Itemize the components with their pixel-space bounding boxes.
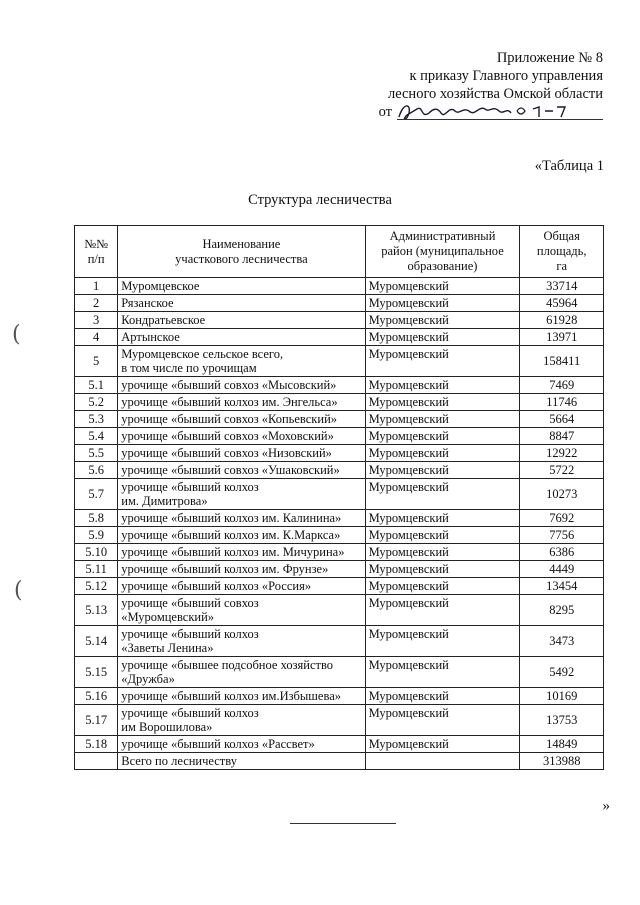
row-area: 13753 — [520, 705, 604, 736]
row-area: 7469 — [520, 377, 604, 394]
table-row — [75, 510, 604, 527]
row-district: Муромцевский — [365, 561, 520, 578]
row-number: 5.3 — [75, 411, 118, 428]
row-number: 1 — [75, 278, 118, 295]
row-name: урочище «бывший колхоз им. К.Маркса» — [118, 527, 365, 544]
row-district: Муромцевский — [365, 312, 520, 329]
issuing-authority: лесного хозяйства Омской области — [387, 86, 603, 102]
date-underline — [397, 119, 603, 120]
row-number: 5.15 — [75, 657, 118, 688]
row-number: 5.13 — [75, 595, 118, 626]
table-row — [75, 561, 604, 578]
row-name: урочище «бывший колхоз им.Избышева» — [118, 688, 365, 705]
row-area: 8295 — [520, 595, 604, 626]
row-district: Муромцевский — [365, 544, 520, 561]
margin-hole-mark-bottom: ( — [14, 578, 23, 603]
table-row — [75, 445, 604, 462]
table-row — [75, 688, 604, 705]
row-name: Кондратьевское — [118, 312, 365, 329]
row-area: 45964 — [520, 295, 604, 312]
date-prefix: от — [378, 104, 392, 120]
row-number: 5.10 — [75, 544, 118, 561]
row-area: 4449 — [520, 561, 604, 578]
row-name: урочище «бывший колхоз «Россия» — [118, 578, 365, 595]
row-district: Муромцевский — [365, 578, 520, 595]
row-district: Муромцевский — [365, 462, 520, 479]
row-district: Муромцевский — [365, 411, 520, 428]
row-district: Муромцевский — [365, 736, 520, 753]
row-name: урочище «бывший совхоз «Мысовский» — [118, 377, 365, 394]
row-name: урочище «бывший колхоз им. Димитрова» — [118, 479, 365, 510]
row-number: 5.9 — [75, 527, 118, 544]
row-district: Муромцевский — [365, 626, 520, 657]
table-row — [75, 411, 604, 428]
row-area: 5492 — [520, 657, 604, 688]
row-area: 14849 — [520, 736, 604, 753]
row-name: урочище «бывший колхоз им. Фрунзе» — [118, 561, 365, 578]
table-row — [75, 278, 604, 295]
row-district: Муромцевский — [365, 428, 520, 445]
row-area: 7692 — [520, 510, 604, 527]
row-district: Муромцевский — [365, 278, 520, 295]
column-header-district: Административный район (муниципальное образование) — [365, 226, 520, 278]
row-name: урочище «бывшее подсобное хозяйство «Дружба» — [118, 657, 365, 688]
table-row — [75, 377, 604, 394]
row-name: Муромцевское — [118, 278, 365, 295]
row-name: урочище «бывший совхоз «Копьевский» — [118, 411, 365, 428]
forestry-structure-table — [74, 225, 604, 770]
row-area: 33714 — [520, 278, 604, 295]
row-district: Муромцевский — [365, 295, 520, 312]
row-area: 3473 — [520, 626, 604, 657]
row-area: 61928 — [520, 312, 604, 329]
total-district — [365, 753, 520, 770]
row-name: Рязанское — [118, 295, 365, 312]
total-area: 313988 — [520, 753, 604, 770]
table-row — [75, 657, 604, 688]
page-title: Структура лесничества — [248, 192, 392, 208]
column-header-name: Наименование участкового лесничества — [118, 226, 365, 278]
row-name: урочище «бывший колхоз им. Энгельса» — [118, 394, 365, 411]
column-header-area: Общая площадь, га — [520, 226, 604, 278]
row-number: 5.1 — [75, 377, 118, 394]
row-district: Муромцевский — [365, 479, 520, 510]
table-row — [75, 428, 604, 445]
table-row — [75, 295, 604, 312]
row-area: 13971 — [520, 329, 604, 346]
row-district: Муромцевский — [365, 329, 520, 346]
closing-quote: » — [602, 798, 610, 814]
row-name: урочище «бывший колхоз «Заветы Ленина» — [118, 626, 365, 657]
row-area: 12922 — [520, 445, 604, 462]
row-number: 5.17 — [75, 705, 118, 736]
row-area: 10169 — [520, 688, 604, 705]
row-name: Артынское — [118, 329, 365, 346]
row-district: Муромцевский — [365, 346, 520, 377]
row-area: 11746 — [520, 394, 604, 411]
row-number: 5.2 — [75, 394, 118, 411]
row-name: урочище «бывший колхоз им. Калинина» — [118, 510, 365, 527]
row-number: 5.11 — [75, 561, 118, 578]
margin-hole-mark-top: ( — [12, 322, 21, 347]
row-number: 5.6 — [75, 462, 118, 479]
row-number: 5 — [75, 346, 118, 377]
total-number — [75, 753, 118, 770]
row-number: 5.7 — [75, 479, 118, 510]
row-area: 10273 — [520, 479, 604, 510]
row-area: 13454 — [520, 578, 604, 595]
row-number: 5.14 — [75, 626, 118, 657]
table-row — [75, 346, 604, 377]
row-area: 5664 — [520, 411, 604, 428]
row-district: Муромцевский — [365, 688, 520, 705]
row-name: урочище «бывший совхоз «Низовский» — [118, 445, 365, 462]
table-row — [75, 527, 604, 544]
row-number: 4 — [75, 329, 118, 346]
row-number: 5.18 — [75, 736, 118, 753]
row-name: урочище «бывший совхоз «Муромцевский» — [118, 595, 365, 626]
document-header — [378, 49, 603, 123]
table-total-row — [75, 753, 604, 770]
row-district: Муромцевский — [365, 595, 520, 626]
row-district: Муромцевский — [365, 657, 520, 688]
row-district: Муромцевский — [365, 705, 520, 736]
row-area: 8847 — [520, 428, 604, 445]
bottom-divider — [290, 823, 396, 824]
total-label: Всего по лесничеству — [118, 753, 365, 770]
handwritten-date-signature — [393, 99, 573, 125]
row-name: урочище «бывший совхоз «Моховский» — [118, 428, 365, 445]
row-area: 158411 — [520, 346, 604, 377]
table-row — [75, 462, 604, 479]
table-row — [75, 544, 604, 561]
row-name: урочище «бывший колхоз им Ворошилова» — [118, 705, 365, 736]
row-district: Муромцевский — [365, 394, 520, 411]
row-name: урочище «бывший совхоз «Ушаковский» — [118, 462, 365, 479]
order-date-line — [378, 103, 603, 123]
row-number: 5.8 — [75, 510, 118, 527]
row-name: Муромцевское сельское всего, в том числе по урочищам — [118, 346, 365, 377]
row-number: 5.5 — [75, 445, 118, 462]
table-row — [75, 578, 604, 595]
table-row — [75, 329, 604, 346]
table-row — [75, 736, 604, 753]
row-area: 7756 — [520, 527, 604, 544]
row-district: Муромцевский — [365, 527, 520, 544]
row-district: Муромцевский — [365, 445, 520, 462]
order-reference: к приказу Главного управления — [409, 68, 603, 84]
row-name: урочище «бывший колхоз «Рассвет» — [118, 736, 365, 753]
row-area: 5722 — [520, 462, 604, 479]
row-number: 5.16 — [75, 688, 118, 705]
column-header-number: №№ п/п — [75, 226, 118, 278]
table-row — [75, 626, 604, 657]
row-number: 5.4 — [75, 428, 118, 445]
row-area: 6386 — [520, 544, 604, 561]
row-number: 5.12 — [75, 578, 118, 595]
row-number: 2 — [75, 295, 118, 312]
table-row — [75, 595, 604, 626]
table-row — [75, 705, 604, 736]
row-name: урочище «бывший колхоз им. Мичурина» — [118, 544, 365, 561]
row-district: Муромцевский — [365, 510, 520, 527]
table-body — [75, 278, 604, 753]
row-number: 3 — [75, 312, 118, 329]
table-row — [75, 394, 604, 411]
table-row — [75, 312, 604, 329]
appendix-number: Приложение № 8 — [496, 50, 603, 66]
table-header-row — [75, 226, 604, 278]
table-label: «Таблица 1 — [534, 158, 604, 174]
table-row — [75, 479, 604, 510]
row-district: Муромцевский — [365, 377, 520, 394]
